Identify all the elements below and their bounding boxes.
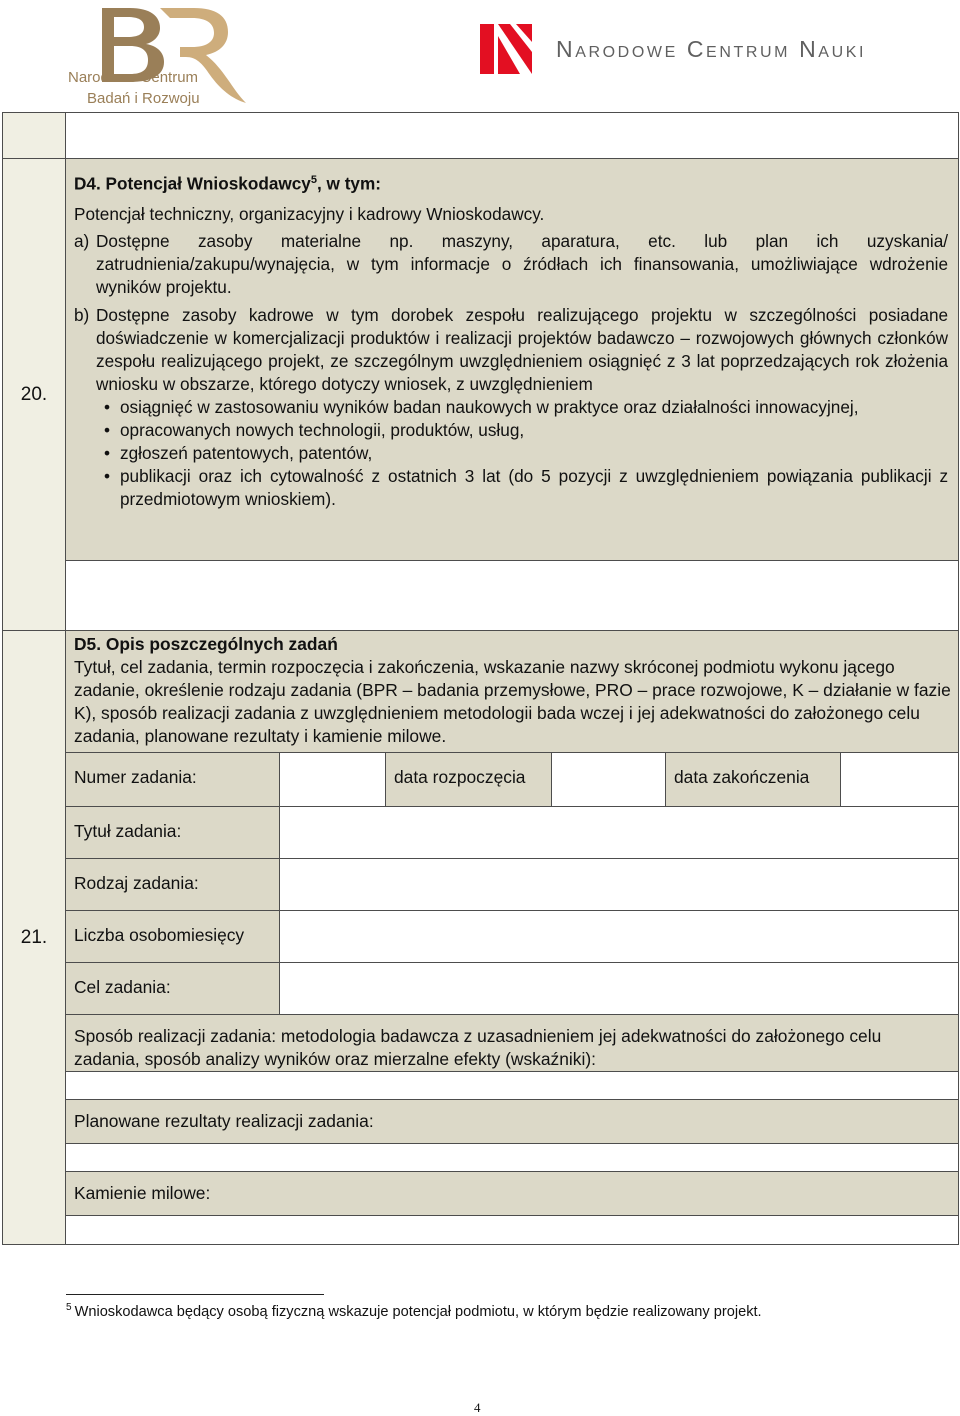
d4-heading	[74, 169, 948, 196]
ncn-logo-name	[556, 36, 866, 63]
task-goal-field[interactable]	[280, 963, 959, 1015]
footnote-ref: 5	[310, 174, 317, 186]
task-number-field[interactable]	[280, 753, 386, 807]
row-number-cell-blank	[3, 113, 66, 159]
task-title-label: Tytuł zadania:	[66, 807, 280, 859]
end-date-label: data zakończenia	[666, 753, 841, 807]
task-type-label: Rodzaj zadania:	[66, 859, 280, 911]
footnote-text: Wnioskodawca będący osobą fizyczną wskazuje potencjał podmiotu, w którym będzie realizowany projekt.	[74, 1303, 762, 1320]
d4-item-b	[74, 304, 948, 396]
method-label: Sposób realizacji zadania: metodologia badawcza z uzasadnieniem jej adekwatności do założonego celu zadania, sposób analizy wyników oraz mierzalne efekty (wskaźniki):	[66, 1015, 959, 1072]
d4-bullet: • opracowanych nowych technologii, produktów, usług,	[104, 419, 948, 442]
task-goal-label: Cel zadania:	[66, 963, 280, 1015]
end-date-field[interactable]	[841, 753, 959, 807]
person-months-field[interactable]	[280, 911, 959, 963]
results-label: Planowane rezultaty realizacji zadania:	[66, 1100, 959, 1144]
results-field[interactable]	[66, 1144, 959, 1172]
d4-item-a-text: Dostępne zasoby materialne np. maszyny, aparatura, etc. lub plan ich uzyskania/ zatrudnienia/zakupu/wynajęcia, w tym informacje o źródłach ich finansowania, umożliwiające wdrożenie wyników projektu.	[96, 230, 949, 297]
task-number-label: Numer zadania:	[66, 753, 280, 807]
ncn-name-text: Narodowe Centrum Nauki	[556, 36, 867, 62]
ncn-logo-mark	[480, 22, 536, 74]
d4-answer-field[interactable]	[66, 561, 959, 631]
d5-instructions	[66, 631, 959, 753]
footnote	[66, 1302, 762, 1320]
d4-intro: Potencjał techniczny, organizacyjny i kadrowy Wnioskodawcy.	[74, 203, 545, 224]
d4-item-a	[74, 230, 948, 299]
task-title-field[interactable]	[280, 807, 959, 859]
person-months-label: Liczba osobomiesięcy	[66, 911, 280, 963]
ncbr-logo-line2: Badań i Rozwoju	[87, 90, 200, 107]
d4-instructions	[66, 159, 959, 561]
footnote-mark: 5	[66, 1302, 72, 1313]
d4-heading-main: D4. Potencjał Wnioskodawcy	[74, 173, 311, 194]
d5-description: Tytuł, cel zadania, termin rozpoczęcia i zakończenia, wskazanie nazwy skróconej podmiotu wykonu jącego zadanie, określenie rodzaju zadania (BPR – badania przemysłowe, PRO – prace rozwojowe, K – działanie w fazie K), sposób realizacji zadania z uwzględnieniem metodologii bada wczej i jej adekwatności do założonego celu zadania, planowane rezultaty i kamienie milowe.	[74, 657, 951, 746]
d4-item-b-text: Dostępne zasoby kadrowe w tym dorobek zespołu realizującego projektu w szczególności posiadane doświadczenie w komercjalizacji produktów i realizacji projektów badawczo – rozwojowych głównych członków zespołu realizującego projekt, ze szczególnym uwzględnieniem osiągnięć z 3 lat poprzedzających rok złożenia wniosku w obszarze, którego dotyczy wniosek, z uwzględnieniem	[96, 304, 949, 394]
blank-cell[interactable]	[66, 113, 959, 159]
d4-item-a-label: a)	[74, 230, 90, 251]
row-number-21: 21.	[3, 631, 66, 1245]
d4-bullet: • osiągnięć w zastosowaniu wyników badan naukowych w praktyce oraz działalności innowacyjnej,	[104, 396, 948, 419]
d4-bullet: • publikacji oraz ich cytowalność z ostatnich 3 lat (do 5 pozycji z uwzględnieniem powiązania publikacji z przedmiotowym wnioskiem).	[104, 465, 948, 511]
start-date-field[interactable]	[552, 753, 666, 807]
milestones-label: Kamienie milowe:	[66, 1172, 959, 1216]
d5-heading: D5. Opis poszczególnych zadań	[74, 634, 338, 654]
footnote-separator	[66, 1294, 324, 1295]
d4-bullet-list	[74, 396, 948, 511]
page-number: 4	[474, 1400, 481, 1415]
start-date-label: data rozpoczęcia	[386, 753, 552, 807]
ncbr-logo-line1: Narodowe Centrum	[68, 69, 199, 86]
application-form-table	[2, 112, 959, 1245]
row-number-20: 20.	[3, 159, 66, 631]
d4-bullet: • zgłoszeń patentowych, patentów,	[104, 442, 948, 465]
d4-heading-tail: , w tym:	[317, 173, 381, 194]
task-type-field[interactable]	[280, 859, 959, 911]
d4-item-b-label: b)	[74, 304, 90, 325]
milestones-field[interactable]	[66, 1216, 959, 1245]
method-field[interactable]	[66, 1072, 959, 1100]
